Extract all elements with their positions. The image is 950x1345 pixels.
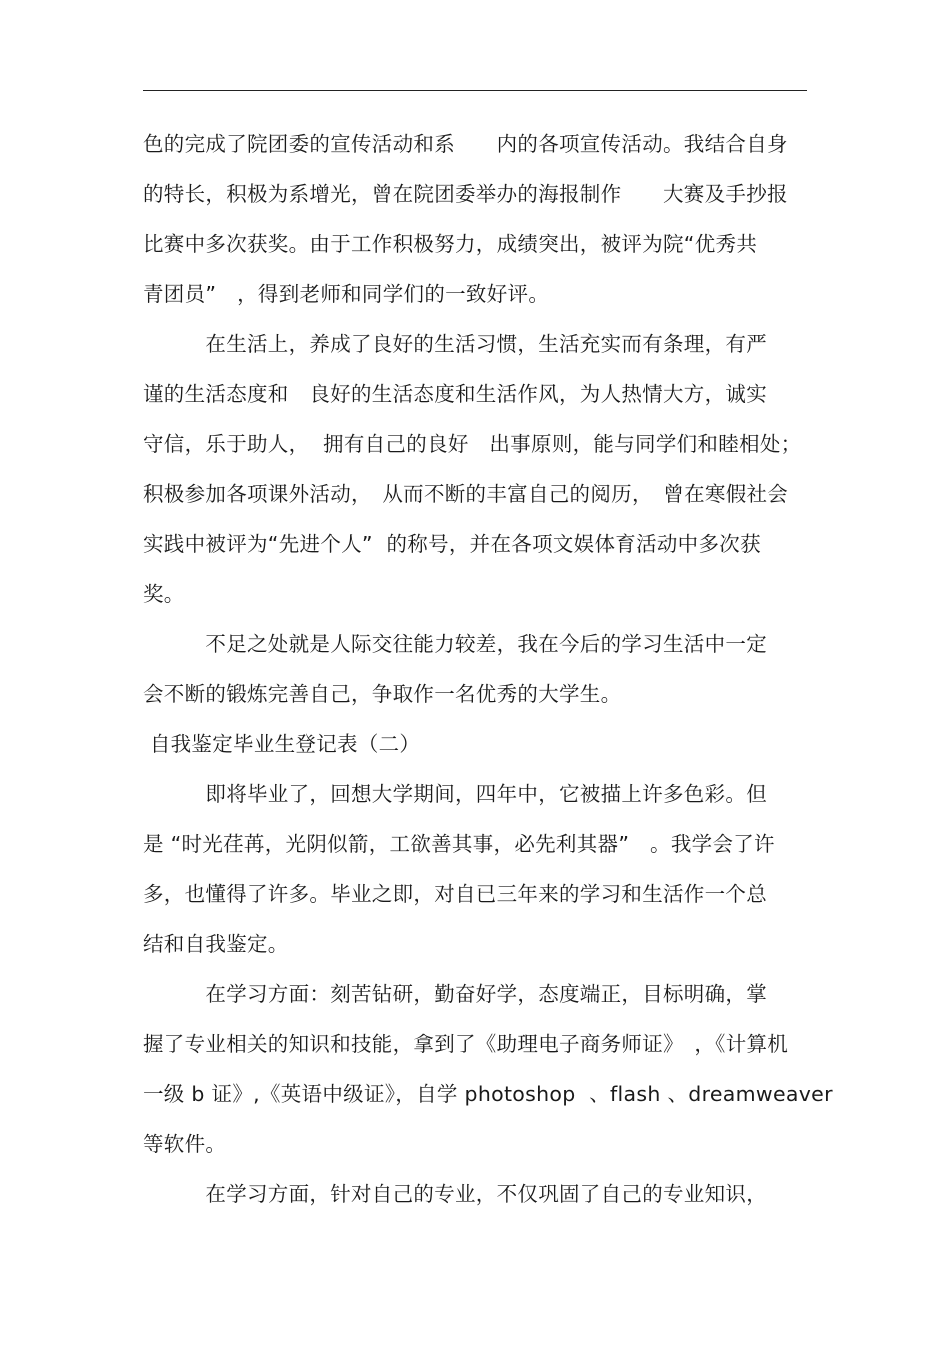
text-line: 比赛中多次获奖。由于工作积极努力，成绩突出，被评为院“优秀共 (143, 232, 758, 256)
section-heading: 自我鉴定毕业生登记表（二） (143, 732, 421, 756)
paragraph-first-line: 在生活上，养成了良好的生活习惯，生活充实而有条理，有严 (143, 332, 767, 356)
text-line: 色的完成了院团委的宣传活动和系 内的各项宣传活动。我结合自身 (143, 132, 788, 156)
paragraph-first-line: 在学习方面，针对自己的专业，不仅巩固了自己的专业知识， (143, 1182, 767, 1206)
text-line: 结和自我鉴定。 (143, 932, 289, 956)
text-line: 会不断的锻炼完善自己，争取作一名优秀的大学生。 (143, 682, 622, 706)
text-line: 多，也懂得了许多。毕业之即，对自已三年来的学习和生活作一个总 (143, 882, 767, 906)
text-line: 一级 b 证》,《英语中级证》，自学 photoshop 、flash 、dreamweaver (143, 1082, 833, 1106)
text-line: 是 “时光荏苒，光阴似箭，工欲善其事，必先利其器” 。我学会了许 (143, 832, 775, 856)
text-line: 青团员” ，得到老师和同学们的一致好评。 (143, 282, 550, 306)
text-line: 积极参加各项课外活动， 从而不断的丰富自己的阅历， 曾在寒假社会 (143, 482, 789, 506)
paragraph-first-line: 不足之处就是人际交往能力较差，我在今后的学习生活中一定 (143, 632, 767, 656)
text-line: 握了专业相关的知识和技能，拿到了《助理电子商务师证》 ，《计算机 (143, 1032, 789, 1056)
text-line: 谨的生活态度和 良好的生活态度和生活作风，为人热情大方，诚实 (143, 382, 767, 406)
paragraph-first-line: 即将毕业了，回想大学期间，四年中，它被描上许多色彩。但 (143, 782, 767, 806)
paragraph-first-line: 在学习方面：刻苦钻研，勤奋好学，态度端正，目标明确，掌 (143, 982, 767, 1006)
header-rule (143, 90, 807, 91)
text-line: 实践中被评为“先进个人” 的称号，并在各项文娱体育活动中多次获 (143, 532, 761, 556)
text-line: 的特长，积极为系增光，曾在院团委举办的海报制作 大赛及手抄报 (143, 182, 788, 206)
text-line: 等软件。 (143, 1132, 227, 1156)
text-line: 奖。 (143, 582, 185, 606)
text-line: 守信，乐于助人， 拥有自己的良好 出事原则，能与同学们和睦相处； (143, 432, 802, 456)
